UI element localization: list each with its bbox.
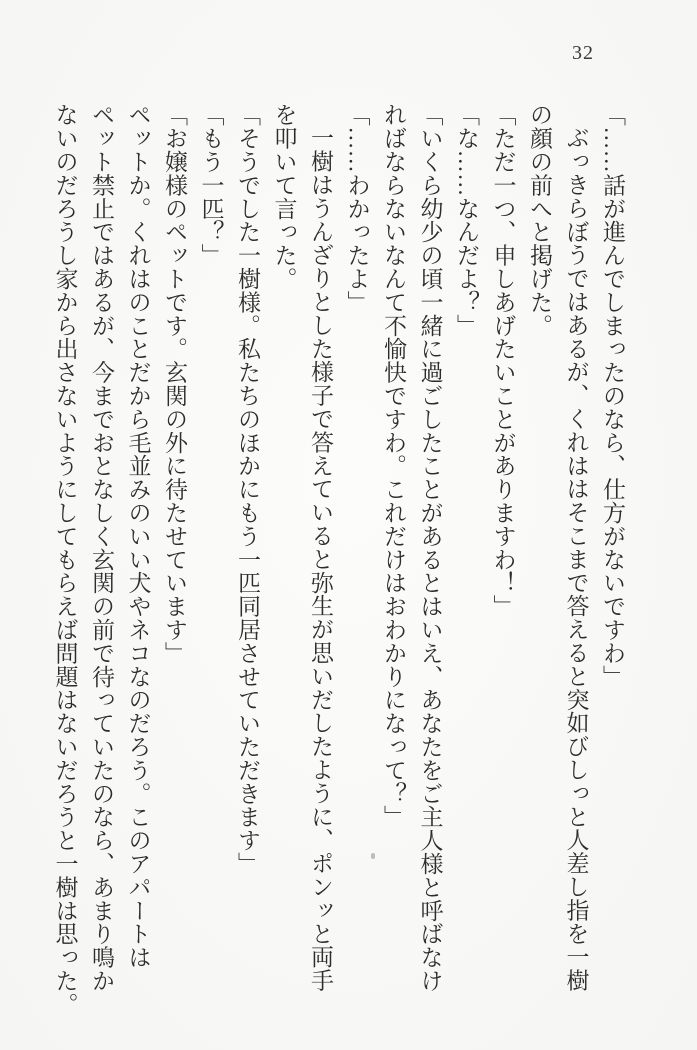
text-line: 「そうでした一樹様。私たちのほかにもう一匹同居させていただきます」 [235, 103, 260, 876]
text-line: 「……わかったよ」 [344, 103, 370, 314]
text-line: ればならないなんて不愉快ですわ。これだけはおわかりになって？」 [381, 103, 406, 829]
text-line: ペットか。くれはのことだから毛並みのいい犬やネコなのだろう。このアパートは [125, 103, 151, 969]
text-line: 「……話が進んでしまったのなら、仕方がないですわ」 [600, 103, 625, 688]
text-line: の顔の前へと掲げた。 [527, 103, 552, 337]
page-number: 32 [572, 42, 594, 64]
text-line: ペット禁止ではあるが、今までおとなしく玄関の前で待っていたのなら、あまり鳴か [89, 103, 114, 993]
text-line: 「いくら幼少の頃一緒に過ごしたことがあるとはいえ、あなたをご主人様と呼ばなけ [417, 103, 443, 993]
text-line: ないのだろうし家から出さないようにしてもらえば問題はないだろうと一樹は思った。 [52, 103, 78, 1016]
text-line: 一樹はうんざりとした様子で答えていると弥生が思いだしたように、ポンッと両手 [308, 126, 333, 992]
text-line: を叩いて言った。 [271, 103, 297, 291]
text-line: 「な……なんだよ？」 [454, 103, 479, 337]
scan-speck [371, 853, 375, 859]
text-line: ぶっきらぼうではあるが、くれははそこまで答えると突如びしっと人差し指を一樹 [563, 126, 589, 992]
text-line: 「もう一匹？」 [198, 103, 224, 267]
text-line: 「ただ一つ、申しあげたいことがありますわ！」 [490, 103, 516, 618]
text-block [46, 103, 630, 1018]
text-line: 「お嬢様のペットです。玄関の外に待たせています」 [162, 103, 187, 665]
